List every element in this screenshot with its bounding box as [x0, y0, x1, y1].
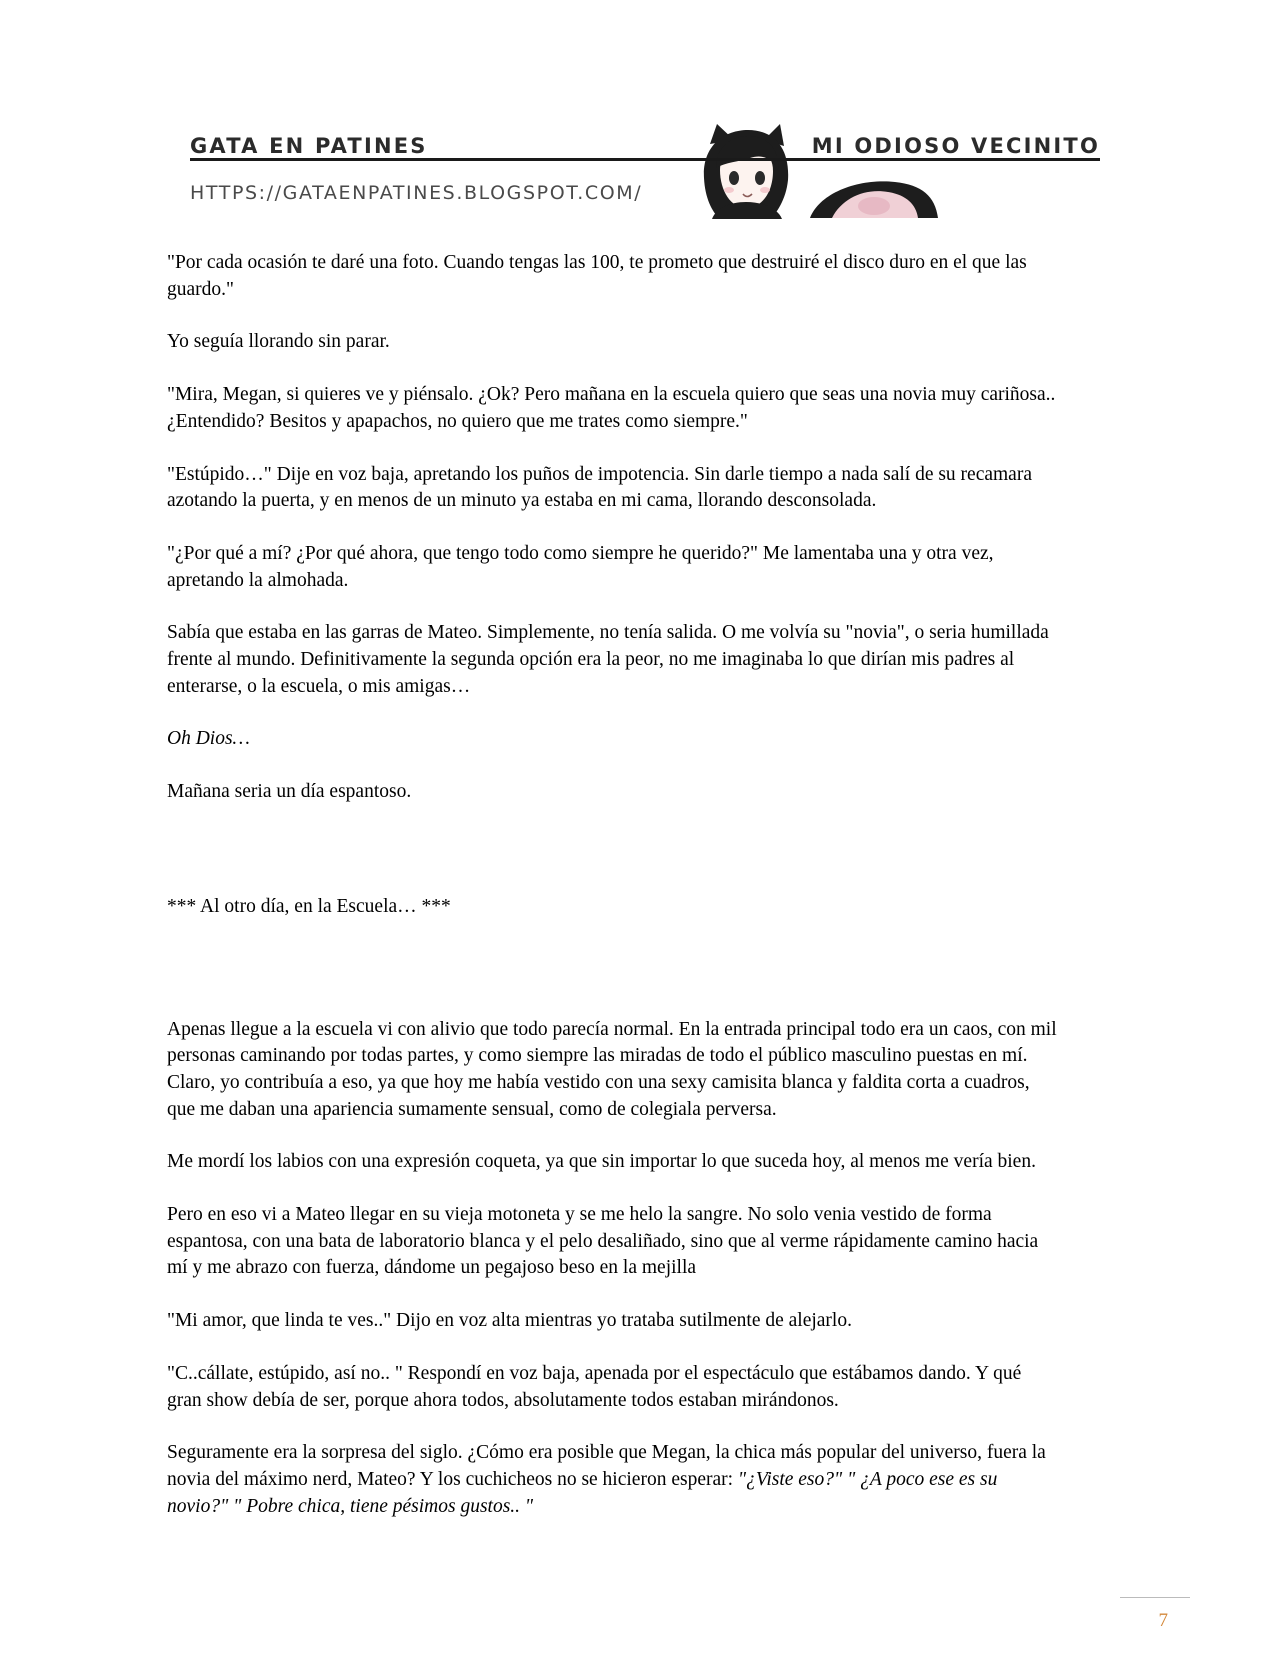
paragraph: "C..cállate, estúpido, así no.. " Respondí en voz baja, apenada por el espectáculo que estábamos dando. Y qué gran show debía de ser, porque ahora todos, absolutamente todos estaban mirándonos. [167, 1362, 1022, 1411]
page-footer [0, 1566, 1280, 1656]
paragraph-final-quotes: "¿Viste eso?" " ¿A poco ese es su novio?" " Pobre chica, tiene pésimos gustos.. " [167, 1468, 998, 1517]
scene-break-heading: *** Al otro día, en la Escuela… *** [167, 895, 451, 917]
paragraph: "Por cada ocasión te daré una foto. Cuando tengas las 100, te prometo que destruiré el disco duro en el que las guardo." [167, 252, 1027, 300]
paragraph: Pero en eso vi a Mateo llegar en su vieja motoneta y se me helo la sangre. No solo venia vestido de forma espantosa, con una bata de laboratorio blanca y el pelo desaliñado, sino que al verme rápidamente camino hacia mí y me abrazo con fuerza, dándome un pegajoso beso en la mejilla [167, 1204, 1039, 1279]
paragraph: "Estúpido…" Dije en voz baja, apretando los puños de impotencia. Sin darle tiempo a nada salí de su recamara azotando la puerta, y en menos de un minuto ya estaba en mi cama, llorando desconsolada. [167, 463, 1032, 512]
paragraph: Sabía que estaba en las garras de Mateo. Simplemente, no tenía salida. O me volvía su "novia", o seria humillada frente al mundo. Definitivamente la segunda opción era la peor, no me imaginaba lo que dirían mis padres al enterarse, o la escuela, o mis amigas… [167, 622, 1049, 697]
page-header-banner [0, 0, 1280, 230]
paragraph: Apenas llegue a la escuela vi con alivio que todo parecía normal. En la entrada principal todo era un caos, con mil personas caminando por todas partes, y como siempre las miradas de todo el público masculino puestas en mí. Claro, yo contribuía a eso, ya que hoy me había vestido con una sexy camisita blanca y faldita corta a cuadros, que me daban una apariencia sumamente sensual, como de colegiala perversa. [167, 1018, 1057, 1120]
paragraph: Mañana seria un día espantoso. [167, 781, 412, 803]
paragraph-italic: Oh Dios… [167, 728, 250, 750]
header-divider [190, 158, 1100, 161]
brand-right-label: MI ODIOSO VECINITO [811, 134, 1100, 158]
paragraph: "¿Por qué a mí? ¿Por qué ahora, que tengo todo como siempre he querido?" Me lamentaba una y otra vez, apretando la almohada. [167, 542, 994, 591]
paragraph: "Mi amor, que linda te ves.." Dijo en voz alta mientras yo trataba sutilmente de alejarlo. [167, 1310, 852, 1332]
banner-inner [190, 60, 1100, 170]
paragraph-final [167, 1440, 1057, 1520]
paragraph-final-lead: Seguramente era la sorpresa del siglo. ¿Cómo era posible que Megan, la chica más popular del universo, fuera la novia del máximo nerd, Mateo? Y los cuchicheos no se hicieron esperar: [167, 1442, 1046, 1490]
page-number: 7 [1158, 1610, 1168, 1631]
brand-left-label: GATA EN PATINES [190, 134, 428, 158]
paragraph: "Mira, Megan, si quieres ve y piénsalo. ¿Ok? Pero mañana en la escuela quiero que seas una novia muy cariñosa.. ¿Entendido? Besitos y apapachos, no quiero que me trates como siempre." [167, 384, 1056, 432]
paragraph: Me mordí los labios con una expresión coqueta, ya que sin importar lo que suceda hoy, al menos me vería bien. [167, 1151, 1036, 1173]
footer-divider [1120, 1597, 1190, 1598]
paragraph: Yo seguía llorando sin parar. [167, 331, 390, 353]
blog-url: HTTPS://GATAENPATINES.BLOGSPOT.COM/ [190, 182, 643, 204]
document-body [167, 250, 1057, 1546]
